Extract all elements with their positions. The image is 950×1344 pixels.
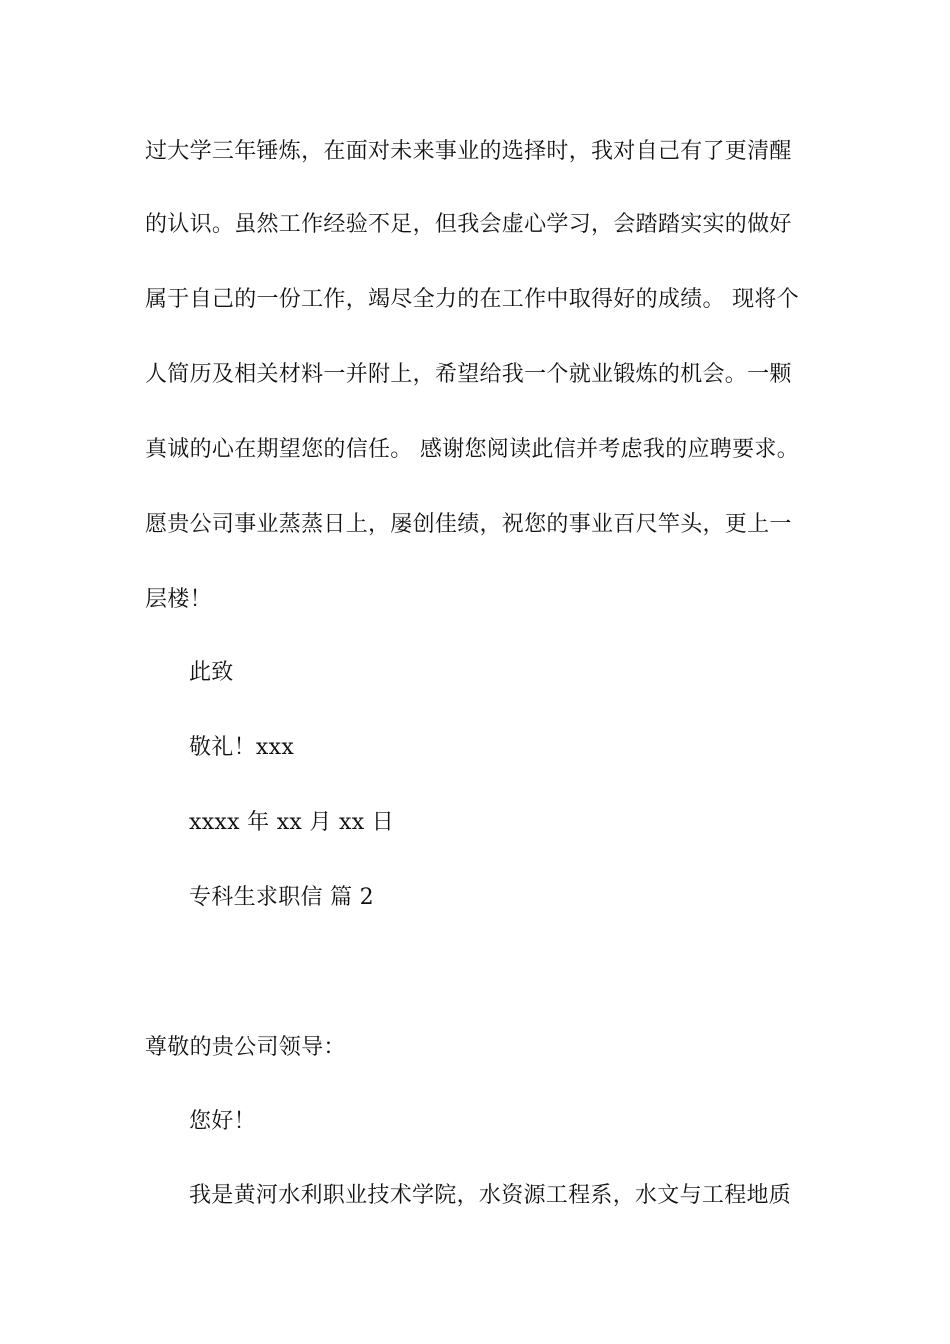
- paragraph-line-6: 愿贵公司事业蒸蒸日上，屡创佳绩，祝您的事业百尺竿头，更上一: [145, 512, 792, 537]
- intro-line: 我是黄河水利职业技术学院，水资源工程系，水文与工程地质: [189, 1183, 792, 1208]
- paragraph-line-7: 层楼！: [145, 587, 212, 612]
- paragraph-line-5: 真诚的心在期望您的信任。 感谢您阅读此信并考虑我的应聘要求。: [145, 437, 799, 462]
- letter-date: xxxx 年 xx 月 xx 日: [189, 810, 395, 835]
- paragraph-line-1: 过大学三年锤炼，在面对未来事业的选择时，我对自己有了更清醒: [145, 139, 792, 164]
- salutation: 尊敬的贵公司领导：: [145, 1035, 346, 1060]
- regards-signature: 敬礼！xxx: [189, 735, 295, 760]
- paragraph-line-2: 的认识。虽然工作经验不足，但我会虚心学习，会踏踏实实的做好: [145, 212, 792, 237]
- section-title: 专科生求职信 篇 2: [189, 885, 374, 910]
- closing-text: 此致: [189, 660, 234, 685]
- paragraph-line-3: 属于自己的一份工作，竭尽全力的在工作中取得好的成绩。 现将个: [145, 287, 799, 312]
- paragraph-line-4: 人简历及相关材料一并附上，希望给我一个就业锻炼的机会。一颗: [145, 362, 792, 387]
- greeting: 您好！: [189, 1109, 256, 1134]
